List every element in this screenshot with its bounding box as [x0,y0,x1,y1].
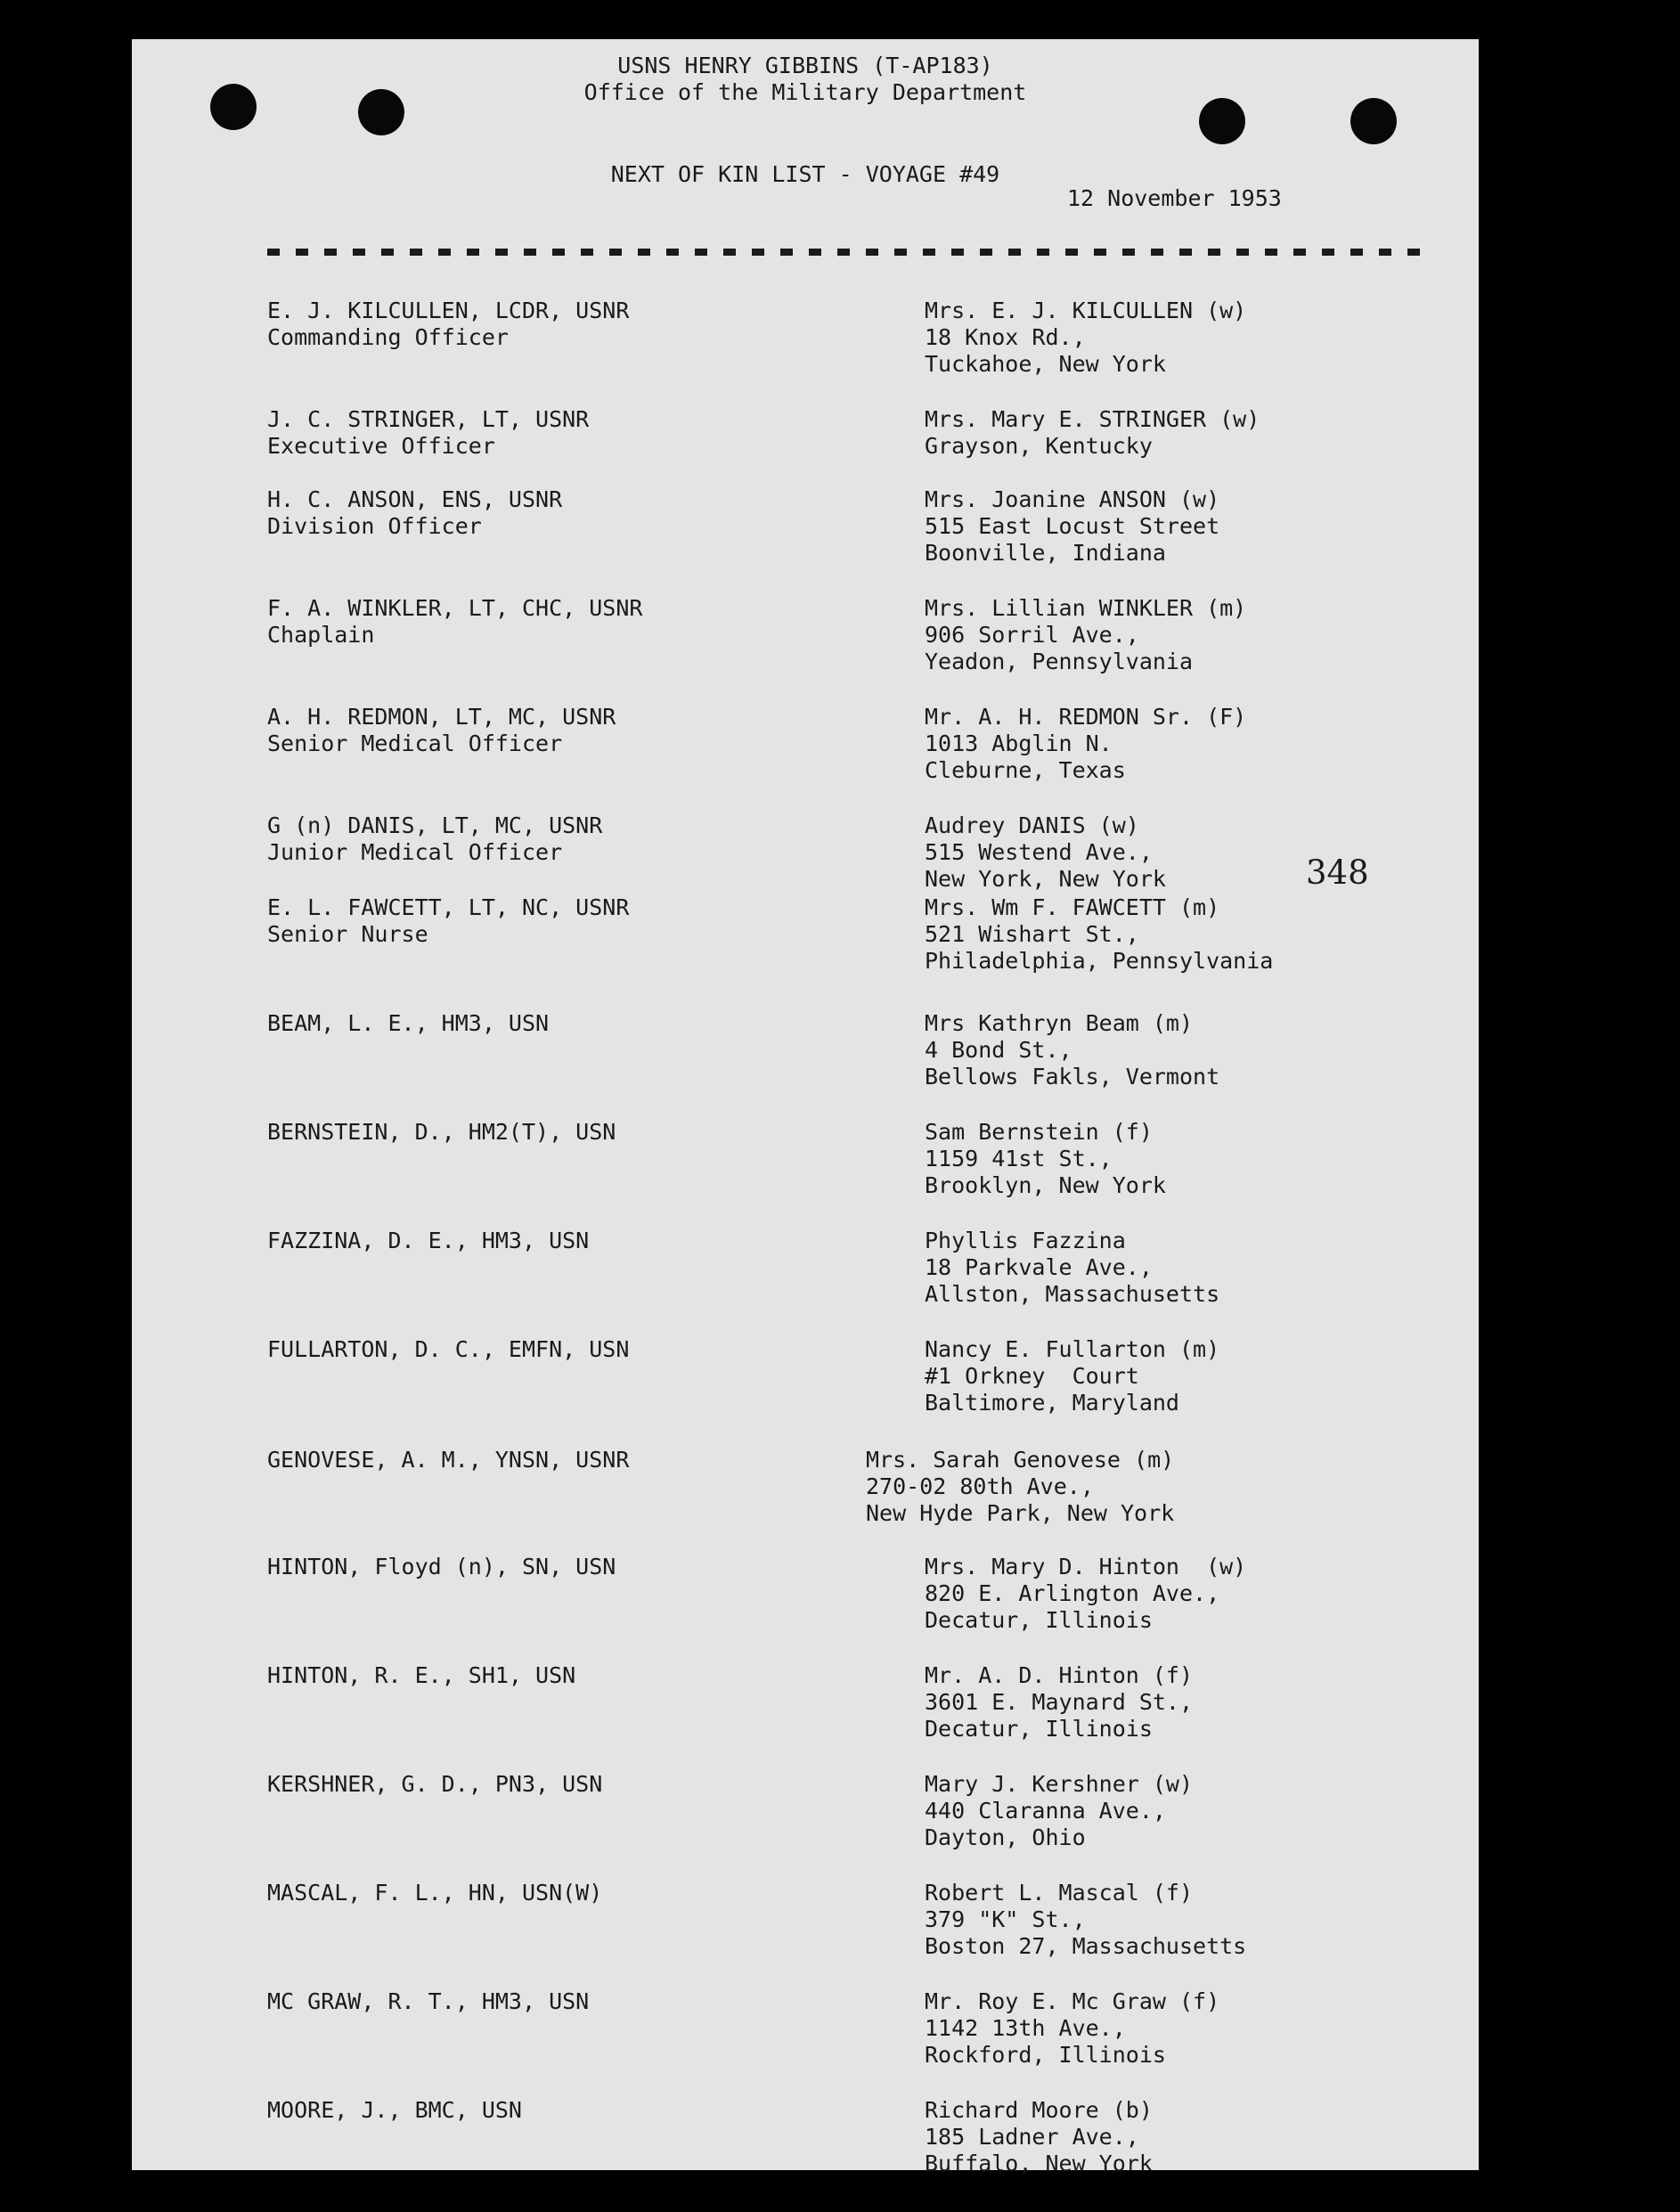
kin-address-line: Buffalo, New York [925,2151,1153,2176]
kin-info [925,1228,1219,1308]
kin-address-line: Brooklyn, New York [925,1172,1166,1198]
member-info [267,1336,629,1363]
kin-address-line: Allston, Massachusetts [925,1281,1220,1307]
member-info [267,1880,602,1906]
office-name: Office of the Military Department [583,79,1027,105]
kin-name: Mrs. Mary D. Hinton (w) [925,1554,1247,1579]
kin-name: Mrs. Joanine ANSON (w) [925,486,1220,512]
kin-info [925,1336,1219,1416]
member-name: MOORE, J., BMC, USN [267,2097,522,2123]
kin-name: Audrey DANIS (w) [925,812,1139,838]
member-info [267,894,629,948]
member-name: E. J. KILCULLEN, LCDR, USNR [267,298,630,323]
member-role: Senior Nurse [267,921,428,947]
member-name: F. A. WINKLER, LT, CHC, USNR [267,595,643,621]
kin-name: Mrs. Wm F. FAWCETT (m) [925,894,1220,920]
kin-info [925,1771,1193,1851]
kin-info [925,894,1273,975]
member-name: MASCAL, F. L., HN, USN(W) [267,1880,603,1906]
kin-address-line: 1159 41st St., [925,1146,1113,1171]
member-name: G (n) DANIS, LT, MC, USNR [267,812,603,838]
member-info [267,1554,616,1580]
kin-address-line: New Hyde Park, New York [866,1500,1175,1526]
margin-number: 348 [1306,853,1369,892]
member-name: E. L. FAWCETT, LT, NC, USNR [267,894,630,920]
kin-address-line: Rockford, Illinois [925,2042,1166,2068]
kin-address-line: Baltimore, Maryland [925,1390,1179,1416]
kin-info [925,1010,1219,1090]
kin-entry [132,298,1479,404]
kin-info [925,595,1246,675]
member-role: Senior Medical Officer [267,731,563,756]
member-info [267,1988,589,2015]
member-info [267,1447,629,1473]
kin-entry [132,1662,1479,1769]
kin-entry [132,1447,1479,1554]
member-name: H. C. ANSON, ENS, USNR [267,486,563,512]
kin-address-line: 185 Ladner Ave., [925,2124,1139,2150]
kin-address-line: Tuckahoe, New York [925,351,1166,377]
kin-entry [132,1228,1479,1335]
member-role: Chaplain [267,622,375,648]
kin-address-line: 18 Knox Rd., [925,324,1086,350]
member-info [267,1228,589,1254]
kin-name: Richard Moore (b) [925,2097,1153,2123]
kin-entry [132,704,1479,811]
kin-name: Mr. A. H. REDMON Sr. (F) [925,704,1247,730]
kin-info [925,1988,1219,2069]
kin-info [925,1554,1246,1634]
kin-name: Nancy E. Fullarton (m) [925,1336,1220,1362]
kin-entry [132,2097,1479,2204]
member-name: HINTON, R. E., SH1, USN [267,1662,576,1688]
kin-address-line: Dayton, Ohio [925,1824,1086,1850]
kin-info [925,1662,1193,1743]
kin-info [925,486,1219,567]
kin-entry [132,1771,1479,1878]
kin-name: Mary J. Kershner (w) [925,1771,1194,1797]
kin-address-line: 521 Wishart St., [925,921,1139,947]
member-info [267,704,616,757]
member-name: BEAM, L. E., HM3, USN [267,1010,550,1036]
document-date: 12 November 1953 [1067,185,1282,211]
kin-name: Mr. Roy E. Mc Graw (f) [925,1988,1220,2014]
member-name: J. C. STRINGER, LT, USNR [267,406,590,432]
kin-entry [132,1010,1479,1117]
member-name: FULLARTON, D. C., EMFN, USN [267,1336,630,1362]
kin-entry [132,486,1479,593]
kin-info [925,298,1246,378]
kin-name: Mrs. Mary E. STRINGER (w) [925,406,1260,432]
member-role: Division Officer [267,513,482,539]
member-info [267,2097,522,2124]
member-info [267,812,602,866]
member-info [267,406,589,460]
kin-entry [132,1554,1479,1661]
kin-entry [132,1880,1479,1987]
kin-address-line: 515 East Locust Street [925,513,1220,539]
member-info [267,595,642,649]
member-name: FAZZINA, D. E., HM3, USN [267,1228,590,1253]
kin-address-line: Boston 27, Massachusetts [925,1933,1247,1959]
list-title: NEXT OF KIN LIST - VOYAGE #49 [610,161,1000,187]
kin-name: Mrs. Sarah Genovese (m) [866,1447,1175,1473]
kin-info [925,812,1166,893]
kin-address-line: 515 Westend Ave., [925,839,1153,865]
kin-address-line: 1142 13th Ave., [925,2015,1126,2041]
kin-address-line: 906 Sorril Ave., [925,622,1139,648]
kin-entry [132,1988,1479,2095]
kin-name: Phyllis Fazzina [925,1228,1126,1253]
kin-entry [132,1336,1479,1443]
kin-info [925,1119,1166,1199]
kin-address-line: Yeadon, Pennsylvania [925,649,1194,674]
member-role: Junior Medical Officer [267,839,563,865]
member-info [267,1119,616,1146]
member-name: GENOVESE, A. M., YNSN, USNR [267,1447,630,1473]
kin-address-line: 1013 Abglin N. [925,731,1113,756]
member-name: BERNSTEIN, D., HM2(T), USN [267,1119,616,1145]
kin-address-line: 270-02 80th Ave., [866,1473,1094,1499]
kin-address-line: 18 Parkvale Ave., [925,1254,1153,1280]
member-info [267,1662,575,1689]
kin-address-line: New York, New York [925,866,1166,892]
kin-address-line: 3601 E. Maynard St., [925,1689,1194,1715]
document-page [132,39,1479,2176]
member-role: Commanding Officer [267,324,509,350]
kin-name: Robert L. Mascal (f) [925,1880,1194,1906]
kin-entry [132,595,1479,702]
kin-name: Sam Bernstein (f) [925,1119,1153,1145]
kin-address-line: Boonville, Indiana [925,540,1166,566]
kin-info [925,2097,1153,2177]
member-info [267,1010,549,1037]
member-info [267,298,629,351]
kin-address-line: #1 Orkney Court [925,1363,1139,1389]
member-name: KERSHNER, G. D., PN3, USN [267,1771,603,1797]
kin-address-line: 820 E. Arlington Ave., [925,1580,1220,1606]
kin-name: Mr. A. D. Hinton (f) [925,1662,1194,1688]
kin-entry [132,894,1479,1001]
kin-address-line: 4 Bond St., [925,1037,1072,1063]
kin-name: Mrs. Lillian WINKLER (m) [925,595,1247,621]
kin-name: Mrs. E. J. KILCULLEN (w) [925,298,1247,323]
kin-address-line: Philadelphia, Pennsylvania [925,948,1274,974]
ship-name: USNS HENRY GIBBINS (T-AP183) [617,53,993,78]
kin-info [866,1447,1174,1527]
kin-address-line: Bellows Fakls, Vermont [925,1064,1220,1090]
kin-info [925,704,1246,784]
member-name: A. H. REDMON, LT, MC, USNR [267,704,616,730]
member-info [267,1771,602,1798]
kin-address-line: Cleburne, Texas [925,757,1126,783]
kin-entry [132,1119,1479,1226]
kin-address-line: Grayson, Kentucky [925,433,1153,459]
member-info [267,486,562,540]
kin-address-line: 379 "K" St., [925,1906,1086,1932]
member-name: HINTON, Floyd (n), SN, USN [267,1554,616,1579]
kin-info [925,406,1260,460]
kin-address-line: Decatur, Illinois [925,1607,1153,1633]
kin-address-line: 440 Claranna Ave., [925,1798,1166,1824]
member-name: MC GRAW, R. T., HM3, USN [267,1988,590,2014]
kin-info [925,1880,1246,1960]
separator-line [267,249,1425,256]
kin-name: Mrs Kathryn Beam (m) [925,1010,1194,1036]
kin-address-line: Decatur, Illinois [925,1716,1153,1742]
member-role: Executive Officer [267,433,495,459]
